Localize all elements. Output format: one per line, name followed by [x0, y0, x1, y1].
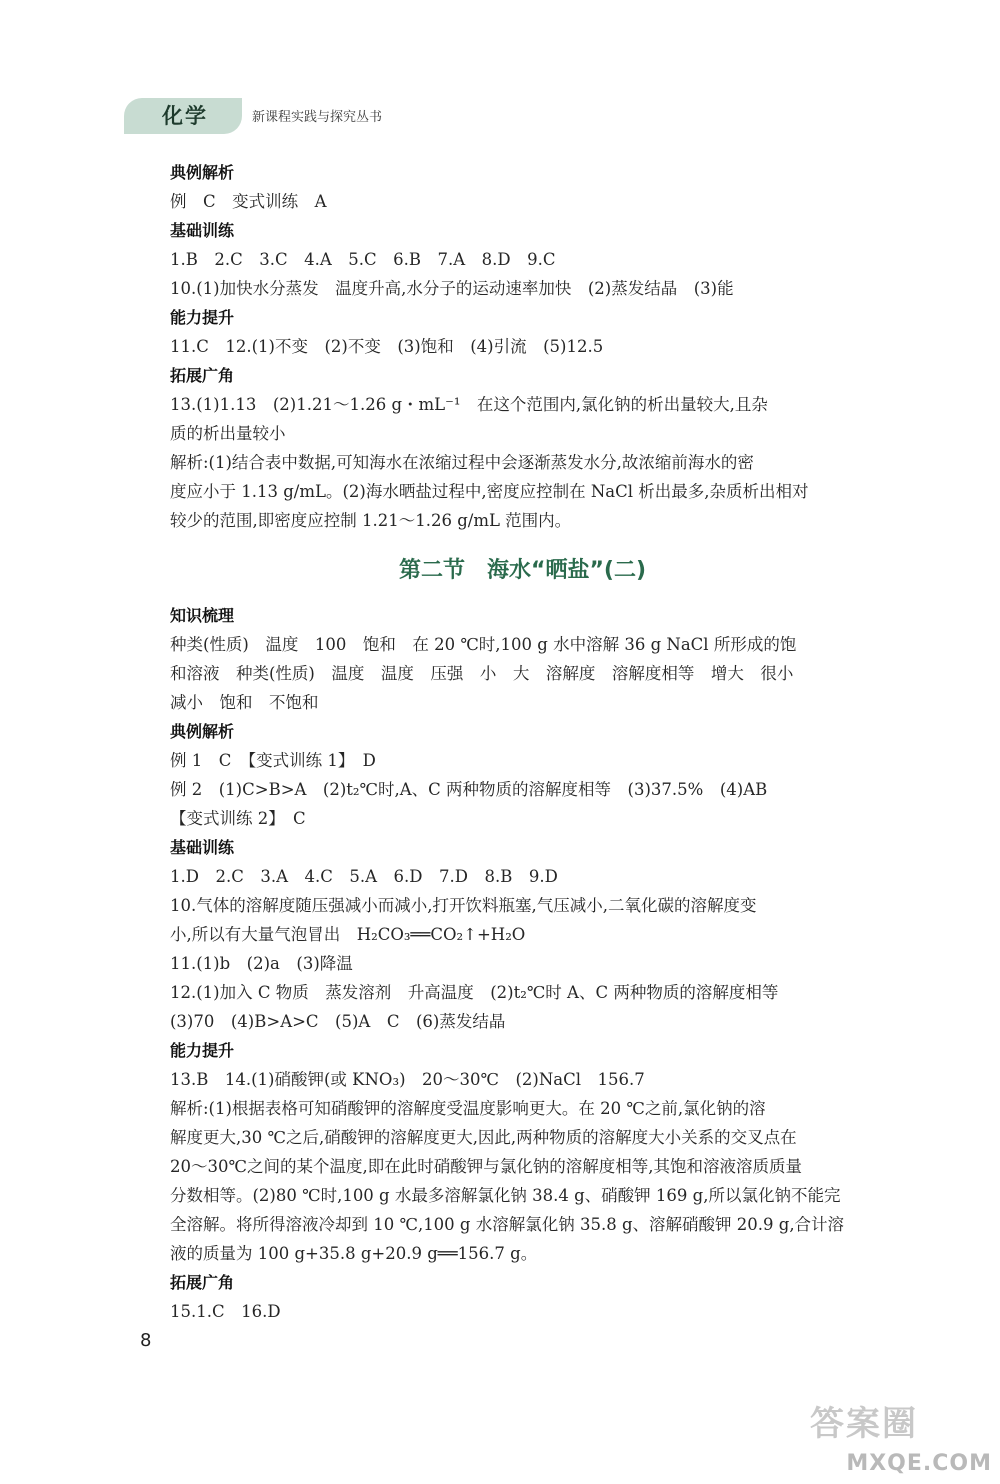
- section-heading: 能力提升: [170, 308, 235, 327]
- series-title: 新课程实践与探究丛书: [252, 110, 383, 125]
- answer-line: 例 2 (1)C>B>A (2)t₂℃时,A、C 两种物质的溶解度相等 (3)37.5% (4)AB: [170, 780, 768, 799]
- answer-line: 20～30℃之间的某个温度,即在此时硝酸钾与氯化钠的溶解度相等,其饱和溶液溶质质量: [170, 1157, 802, 1176]
- answer-line: 解析:(1)结合表中数据,可知海水在浓缩过程中会逐渐蒸发水分,故浓缩前海水的密: [170, 453, 754, 472]
- answer-line: 小,所以有大量气泡冒出 H₂CO₃══CO₂↑+H₂O: [170, 925, 526, 944]
- answer-line: 解度更大,30 ℃之后,硝酸钾的溶解度更大,因此,两种物质的溶解度大小关系的交叉点在: [170, 1128, 797, 1147]
- answer-line: 质的析出量较小: [170, 424, 286, 443]
- section-heading: 能力提升: [170, 1041, 235, 1060]
- answer-line: 分数相等。(2)80 ℃时,100 g 水最多溶解氯化钠 38.4 g、硝酸钾 169 g,所以氯化钠不能完: [170, 1186, 841, 1205]
- answer-line: 1.B 2.C 3.C 4.A 5.C 6.B 7.A 8.D 9.C: [170, 250, 556, 269]
- answer-line: 11.C 12.(1)不变 (2)不变 (3)饱和 (4)引流 (5)12.5: [170, 337, 604, 356]
- answer-line: 【变式训练 2】 C: [170, 809, 306, 828]
- watermark-logo: [806, 1392, 996, 1480]
- answer-line: 11.(1)b (2)a (3)降温: [170, 954, 353, 973]
- section-heading: 典例解析: [170, 722, 235, 741]
- answer-line: 例 1 C 【变式训练 1】 D: [170, 751, 376, 770]
- answer-line: 例 C 变式训练 A: [170, 192, 327, 211]
- section-heading: 典例解析: [170, 163, 235, 182]
- answer-line: 12.(1)加入 C 物质 蒸发溶剂 升高温度 (2)t₂℃时 A、C 两种物质的溶解度相等: [170, 983, 779, 1002]
- answer-line: 13.(1)1.13 (2)1.21～1.26 g・mL⁻¹ 在这个范围内,氯化钠的析出量较大,且杂: [170, 395, 768, 414]
- answer-line: 度应小于 1.13 g/mL。(2)海水晒盐过程中,密度应控制在 NaCl 析出最多,杂质析出相对: [170, 482, 809, 501]
- section-heading: 拓展广角: [170, 1273, 235, 1292]
- page-number: 8: [140, 1330, 152, 1351]
- subject-tab: 化学: [124, 98, 242, 134]
- section-heading: 基础训练: [170, 838, 235, 857]
- watermark-url: MXQE.COM: [846, 1451, 992, 1476]
- watermark-cn: 答案圈: [810, 1404, 918, 1444]
- answer-line: 全溶解。将所得溶液冷却到 10 ℃,100 g 水溶解氯化钠 35.8 g、溶解硝酸钾 20.9 g,合计溶: [170, 1215, 845, 1234]
- answer-line: 13.B 14.(1)硝酸钾(或 KNO₃) 20～30℃ (2)NaCl 156.7: [170, 1070, 645, 1089]
- section-heading: 拓展广角: [170, 366, 235, 385]
- answer-line: 解析:(1)根据表格可知硝酸钾的溶解度受温度影响更大。在 20 ℃之前,氯化钠的溶: [170, 1099, 766, 1118]
- answer-line: (3)70 (4)B>A>C (5)A C (6)蒸发结晶: [170, 1012, 506, 1031]
- section-heading: 知识梳理: [170, 606, 235, 625]
- page-header: [124, 98, 544, 138]
- answer-line: 液的质量为 100 g+35.8 g+20.9 g══156.7 g。: [170, 1244, 538, 1263]
- answer-line: 较少的范围,即密度应控制 1.21～1.26 g/mL 范围内。: [170, 511, 572, 530]
- answer-line: 15.1.C 16.D: [170, 1302, 281, 1321]
- section-heading: 基础训练: [170, 221, 235, 240]
- answer-line: 减小 饱和 不饱和: [170, 693, 319, 712]
- answer-content: [170, 158, 915, 1326]
- answer-line: 和溶液 种类(性质) 温度 温度 压强 小 大 溶解度 溶解度相等 增大 很小: [170, 664, 794, 683]
- chapter-title: 第二节 海水“晒盐”(二): [398, 558, 647, 583]
- answer-line: 1.D 2.C 3.A 4.C 5.A 6.D 7.D 8.B 9.D: [170, 867, 558, 886]
- answer-line: 种类(性质) 温度 100 饱和 在 20 ℃时,100 g 水中溶解 36 g NaCl 所形成的饱: [170, 635, 797, 654]
- answer-line: 10.气体的溶解度随压强减小而减小,打开饮料瓶塞,气压减小,二氧化碳的溶解度变: [170, 896, 757, 915]
- answer-line: 10.(1)加快水分蒸发 温度升高,水分子的运动速率加快 (2)蒸发结晶 (3)能: [170, 279, 734, 298]
